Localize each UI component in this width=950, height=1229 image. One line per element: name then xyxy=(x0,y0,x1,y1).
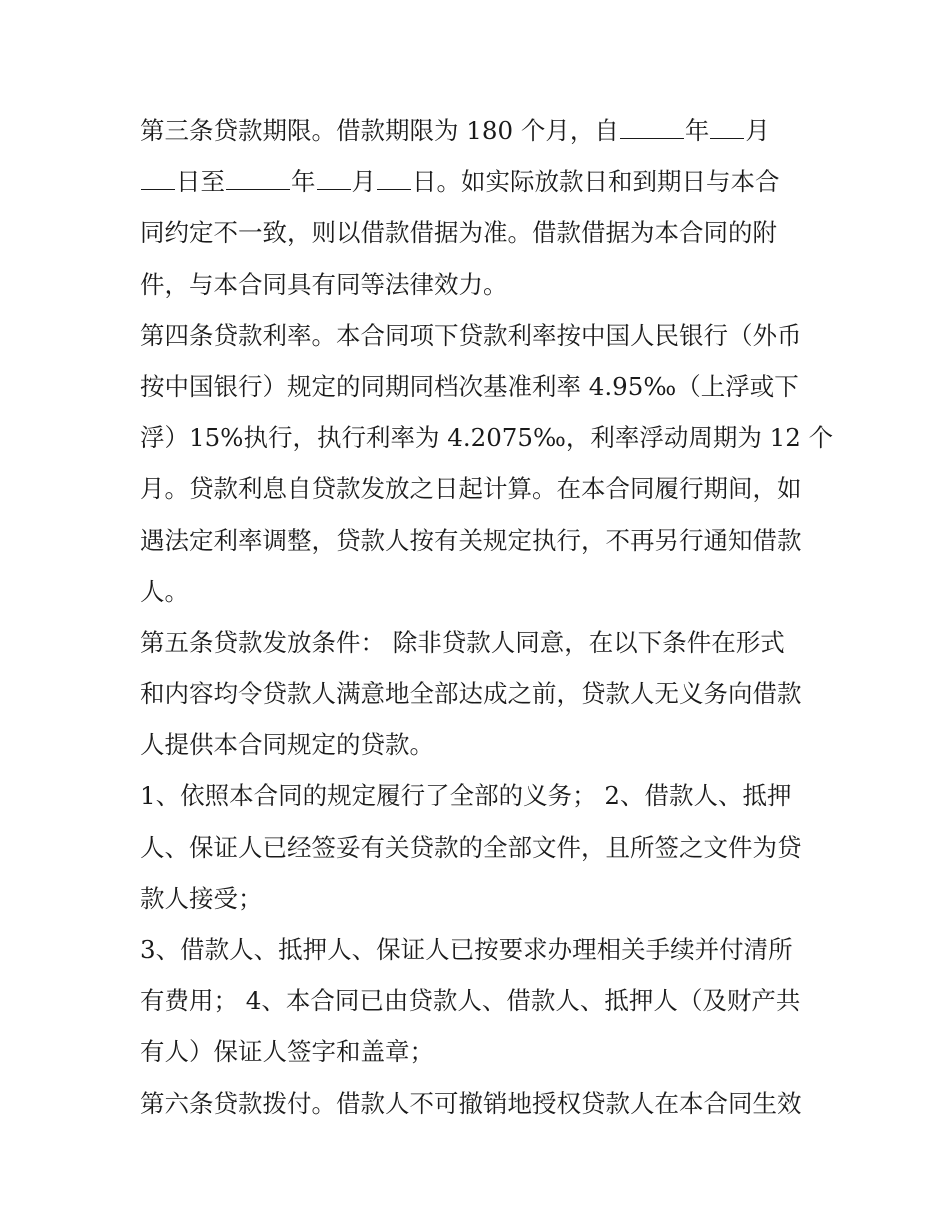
text-line: 件，与本合同具有同等法律效力。 xyxy=(140,269,508,299)
article-4-interest-rate xyxy=(140,310,834,617)
text-line: 第四条贷款利率。本合同项下贷款利率按中国人民银行（外币 xyxy=(140,320,802,350)
article-5-disbursement-conditions xyxy=(140,617,816,771)
text-line: 有费用； 4、本合同已由贷款人、借款人、抵押人（及财产共 xyxy=(140,986,801,1016)
blank-field-day xyxy=(141,167,175,190)
text-segment: 年 xyxy=(291,167,316,197)
text-line: 人、保证人已经签妥有关贷款的全部文件，且所签之文件为贷 xyxy=(140,832,802,862)
text-line: 浮）15%执行，执行利率为 4.2075‰，利率浮动周期为 12 个 xyxy=(140,423,834,453)
text-line: 月。贷款利息自贷款发放之日起计算。在本合同履行期间，如 xyxy=(140,474,802,504)
conditions-1-2 xyxy=(140,770,816,924)
text-segment: 年 xyxy=(684,116,710,145)
text-segment: 月 xyxy=(745,116,770,145)
text-segment: 日至 xyxy=(176,167,225,197)
article-6-loan-payment xyxy=(140,1078,816,1129)
text-line: 有人）保证人签字和盖章； xyxy=(140,1037,434,1067)
blank-field-year xyxy=(226,167,290,190)
text-segment: 日。如实际放款日和到期日与本合 xyxy=(412,167,780,197)
text-line: 1、依照本合同的规定履行了全部的义务； 2、借款人、抵押 xyxy=(140,781,792,811)
text-line: 3、借款人、抵押人、保证人已按要求办理相关手续并付清所 xyxy=(140,935,793,964)
text-line: 款人接受； xyxy=(140,883,263,913)
article-3-loan-term xyxy=(140,105,816,310)
blank-field-day xyxy=(377,167,411,190)
blank-field-month xyxy=(317,167,351,190)
text-line xyxy=(140,105,816,156)
blank-field-year xyxy=(620,116,684,139)
text-line xyxy=(140,156,816,207)
text-line: 第五条贷款发放条件： 除非贷款人同意，在以下条件在形式 xyxy=(140,627,785,657)
conditions-3-4 xyxy=(140,924,816,1078)
text-line: 遇法定利率调整，贷款人按有关规定执行，不再另行通知借款 xyxy=(140,525,802,555)
text-line: 人提供本合同规定的贷款。 xyxy=(140,730,434,760)
contract-body xyxy=(140,105,834,1129)
text-line: 第六条贷款拨付。借款人不可撤销地授权贷款人在本合同生效 xyxy=(140,1088,802,1118)
text-line: 和内容均令贷款人满意地全部达成之前，贷款人无义务向借款 xyxy=(140,679,802,709)
text-line: 同约定不一致，则以借款借据为准。借款借据为本合同的附 xyxy=(140,218,777,248)
text-line: 人。 xyxy=(140,576,189,606)
text-line: 按中国银行）规定的同期同档次基准利率 4.95‰（上浮或下 xyxy=(140,371,799,401)
text-segment: 第三条贷款期限。借款期限为 180 个月，自 xyxy=(140,116,619,145)
blank-field-month xyxy=(710,116,744,139)
text-segment: 月 xyxy=(351,167,376,197)
